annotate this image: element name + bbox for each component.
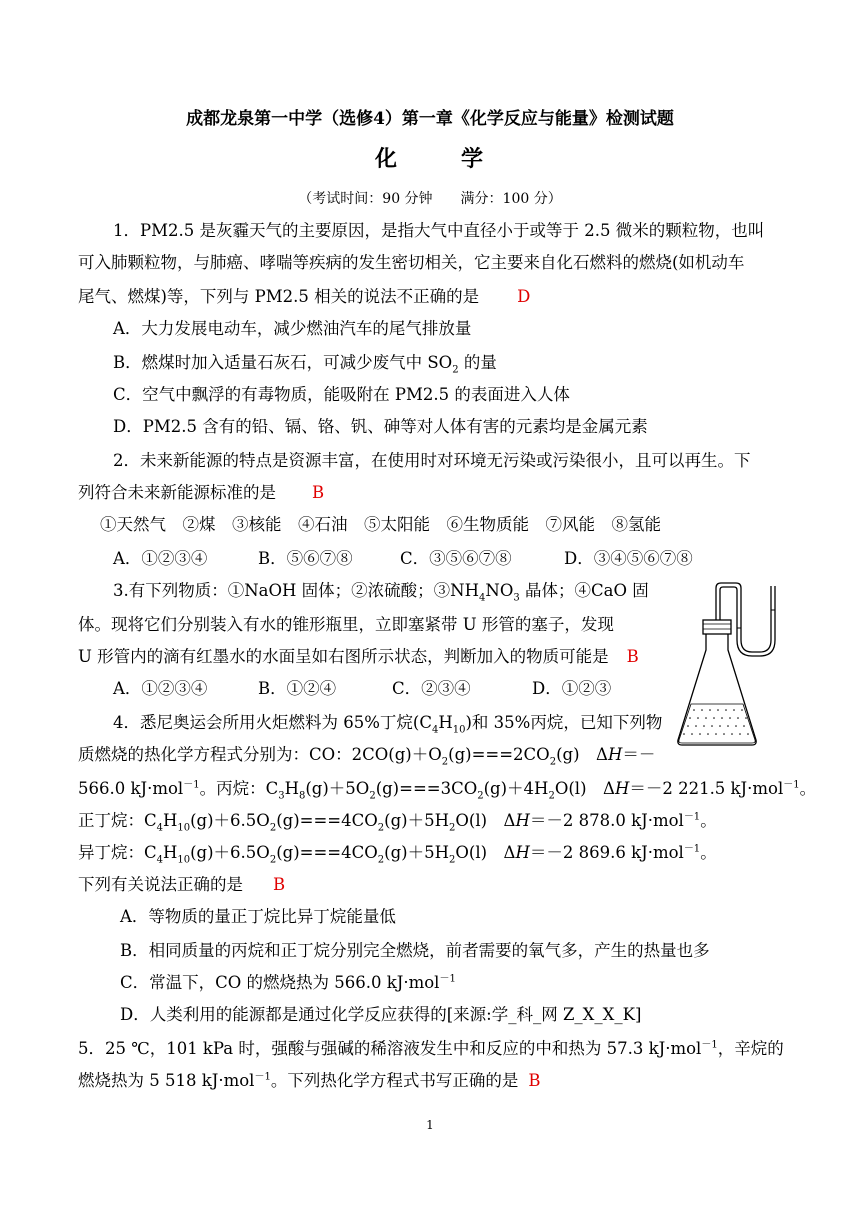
- exam-info: （考试时间：90 分钟 满分：100 分）: [298, 191, 562, 207]
- q5-answer: B: [528, 1071, 541, 1090]
- q4-option-d: D．人类利用的能源都是通过化学反应获得的[来源:学_科_网 Z_X_X_K]: [120, 1005, 642, 1024]
- q4-option-a: A．等物质的量正丁烷比异丁烷能量低: [120, 907, 396, 926]
- q1-option-d: D．PM2.5 含有的铅、镉、铬、钒、砷等对人体有害的元素均是金属元素: [113, 417, 648, 436]
- q4-line-4-n-butane: 正丁烷：$C_4H_{10}(g)+6.5O_2(g)===4CO_2(g)+5H_2O(l)$ ΔH＝－2 878.0 kJ·mol$^{-1}$。: [78, 811, 717, 834]
- subject-char-1: 化: [375, 146, 398, 172]
- q2-answer: B: [312, 483, 325, 502]
- q1-answer: D: [517, 287, 531, 306]
- q4-line-2-co: 质燃烧的热化学方程式分别为：CO：$2CO(g)+O_2(g)===2CO_2(g)$ ΔH＝－: [78, 745, 656, 768]
- q2-option-d: D．③④⑤⑥⑦⑧: [564, 549, 693, 568]
- q3-line-1: 3.有下列物质：①NaOH 固体；②浓硫酸；$③NH_4NO_3$ 晶体；④CaO 固: [113, 581, 649, 604]
- q4-option-b: B．相同质量的丙烷和正丁烷分别完全燃烧，前者需要的氧气多，产生的热量也多: [120, 941, 710, 960]
- q1-option-b: B．燃煤时加入适量石灰石，可减少废气中 $SO_2$ 的量: [113, 353, 497, 376]
- q2-option-b: B．⑤⑥⑦⑧: [258, 549, 353, 568]
- q1-line-3: [78, 286, 530, 308]
- document-title: 成都龙泉第一中学（选修4）第一章《化学反应与能量》检测试题: [186, 109, 674, 129]
- q4-line-3-propane: 566.0 kJ·mol$^{-1}$。丙烷：$C_3H_8(g)+5O_2(g)===3CO_2(g)+4H_2O(l)$ ΔH＝－2 221.5 kJ·mol$^{-1}$。: [78, 779, 817, 802]
- q3-stem-end: U 形管内的滴有红墨水的水面呈如右图所示状态，判断加入的物质可能是: [78, 647, 609, 666]
- q1-line-1: 1．PM2.5 是灰霾天气的主要原因，是指大气中直径小于或等于 2.5 微米的颗粒物，也叫: [113, 221, 765, 240]
- q1-option-c: C．空气中飘浮的有毒物质，能吸附在 PM2.5 的表面进入人体: [113, 385, 570, 404]
- q2-option-c: C．③⑤⑥⑦⑧: [400, 549, 512, 568]
- page-number: 1: [426, 1118, 434, 1132]
- q3-line-3: [78, 646, 639, 668]
- q3-line-2: 体。现将它们分别装入有水的锥形瓶里，立即塞紧带 U 形管的塞子，发现: [78, 615, 614, 634]
- q2-energy-list: ①天然气 ②煤 ③核能 ④石油 ⑤太阳能 ⑥生物质能 ⑦风能 ⑧氢能: [100, 515, 661, 534]
- q4-line-1: 4．悉尼奥运会所用火炬燃料为 65%丁烷$(C_4H_{10})$和 35%丙烷，已知下列物: [113, 713, 663, 736]
- q2-stem-end: 列符合未来新能源标准的是: [78, 483, 276, 502]
- subject-char-2: 学: [461, 146, 484, 172]
- q2-line-2: [78, 482, 324, 504]
- flask-u-tube-figure: [672, 580, 790, 750]
- q3-answer: B: [626, 647, 639, 666]
- q3-option-d: D．①②③: [532, 679, 612, 698]
- q2-line-1: 2．未来新能源的特点是资源丰富，在使用时对环境无污染或污染很小，且可以再生。下: [113, 451, 751, 470]
- q4-line-5-isobutane: 异丁烷：$C_4H_{10}(g)+6.5O_2(g)===4CO_2(g)+5H_2O(l)$ ΔH＝－2 869.6 kJ·mol$^{-1}$。: [78, 843, 717, 866]
- q4-answer: B: [273, 875, 286, 894]
- q2-option-a: A．①②③④: [113, 549, 208, 568]
- q5-line-2: 燃烧热为 5 518 kJ·mol$^{-1}$。下列热化学方程式书写正确的是 B: [78, 1071, 541, 1090]
- q4-line-6: [78, 874, 285, 896]
- q3-option-c: C．②③④: [392, 679, 471, 698]
- q1-option-a: A．大力发展电动车，减少燃油汽车的尾气排放量: [113, 319, 472, 338]
- q4-option-c: C．常温下，CO 的燃烧热为 566.0 kJ·mol$^{-1}$: [120, 973, 456, 992]
- q3-option-a: A．①②③④: [113, 679, 208, 698]
- q1-stem-end: 尾气、燃煤)等，下列与 PM2.5 相关的说法不正确的是: [78, 287, 480, 306]
- q1-line-2: 可入肺颗粒物，与肺癌、哮喘等疾病的发生密切相关，它主要来自化石燃料的燃烧(如机动车: [78, 253, 745, 272]
- q3-option-b: B．①②④: [258, 679, 337, 698]
- q5-line-1: 5．25 ℃，101 kPa 时，强酸与强碱的稀溶液发生中和反应的中和热为 57.3 kJ·mol$^{-1}$，辛烷的: [78, 1039, 784, 1058]
- q4-stem-end: 下列有关说法正确的是: [78, 875, 243, 894]
